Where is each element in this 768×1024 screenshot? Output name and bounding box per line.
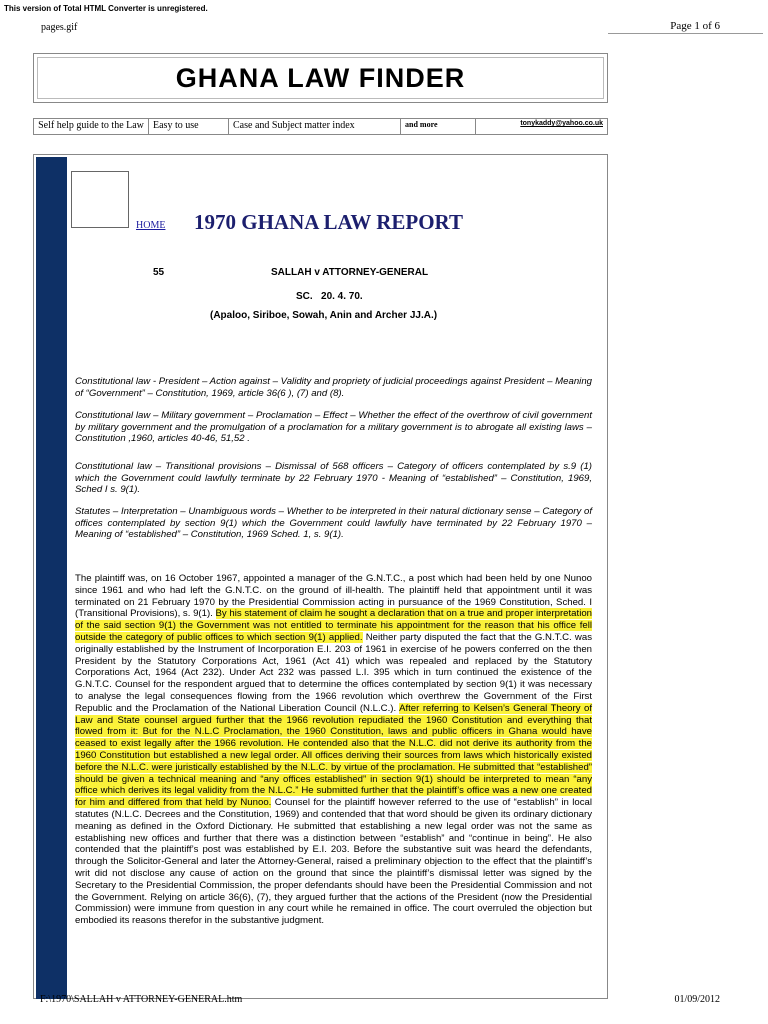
headnote-2: Constitutional law – Military government – Proclamation – Effect – Whether the effect of the overthrow of civil government by military government and the promulgation of a proclamation for a military government is to abrogate all existing laws – Constitution ,1960, articles 40-46, 51,52 . — [75, 410, 592, 445]
page-indicator: Page 1 of 6 — [670, 20, 720, 32]
image-placeholder — [71, 171, 129, 228]
footer-date: 01/09/2012 — [674, 994, 720, 1005]
nav-item-and-more[interactable]: and more — [401, 119, 476, 134]
header-divider — [608, 33, 763, 34]
converter-notice: This version of Total HTML Converter is unregistered. — [4, 4, 208, 13]
image-filename: pages.gif — [41, 22, 78, 33]
headnote-1: Constitutional law - President – Action against – Validity and propriety of judicial proceedings against President – Meaning of “Government” – Constitution, 1969, article 36(6 ), (7) and (8). — [75, 376, 592, 399]
sidebar-bar — [36, 157, 67, 999]
nav-bar — [33, 118, 608, 135]
summary-text: Neither party disputed the fact that the G.N.T.C. was originally established by the Instrument of Incorporation E.I. 203 of 1961 in exercise of he powers conferred on the then President by the Statutory Corporations Act, 1961 (Act 41) which was repealed and replaced by the Statutory Corporations Act, 1964 (Act 232). Under Act 232 was passed L.I. 395 which in turn continued the existence of the G.N.T.C. Counsel for the respondent argued that to determine the offices contemplated by section 9(1) it was necessary to analyse the legal consequences flowing from the 1966 revolution which overthrew the Government of the First Republic and the Proclamation of the National Liberation Council (N.L.C.). — [75, 631, 592, 714]
highlighted-text: By his statement of claim he sought a declaration that on a true and proper interpretation of the said section 9(1) the Government was not entitled to terminate his appointment for the reason that his office fell outside the category of public offices to which section 9(1) applied. — [75, 608, 592, 643]
report-title: 1970 GHANA LAW REPORT — [194, 210, 463, 234]
nav-item-easy-to-use[interactable]: Easy to use — [149, 119, 229, 134]
case-number: 55 — [153, 267, 165, 278]
headnote-3: Constitutional law – Transitional provisions – Dismissal of 568 officers – Category of officers contemplated by s.9 (1) which the Government could lawfully terminate by 22 February 1970 - Meaning of “established” – Constitution, 1969, Sched I s. 9(1). — [75, 461, 592, 496]
summary-text: Counsel for the plaintiff however referred to the use of “establish” in local statutes (N.L.C. Decrees and the Constitution, 1969) and contended that that word should be given its ordinary dictionary meaning as defined in the Oxford Dictionary. He submitted that establishing a new legal order was not the same as establishing new offices and further that there was a distinction between “establish” and “continue in being”. He also contended that the plaintiff’s post was established by E.I. 203. Before the substantive suit was heard the defendants, through the Solicitor-General and later the Attorney-General, raised a preliminary objection to the effect that the plaintiff’s writ did not disclose any cause of action on the ground that since the plaintiff’s dismissal letter was signed by the Secretary to the Presidential Commission, the proper defendants should have been the Presidential Commission and not the Government. Relying on article 36(6), (7), they argued further that the actions of the President (now the Presidential Commission) were immune from question in any court while he remained in office. The court overruled the objection but embodied its reasons therefor in the substantive judgment. — [75, 797, 592, 927]
case-court-date: SC. 20. 4. 70. — [296, 291, 363, 302]
home-link[interactable]: HOME — [136, 220, 166, 231]
site-banner — [33, 53, 608, 103]
nav-item-self-help[interactable]: Self help guide to the Law — [34, 119, 149, 134]
summary-text: The plaintiff was, on 16 October 1967, appointed a manager of the G.N.T.C., a post which had been held by one Nunoo since 1961 and who had left the G.N.T.C. on the ground of ill-health. The plaintiff held that appointment until it was terminated on 21 February 1970 by the Presidential Commission acting in pursuance of the 1969 Constitution, Sched. I (Transitional Provisions), s. 9(1). — [75, 573, 592, 620]
headnote-4: Statutes – Interpretation – Unambiguous words – Whether to be interpreted in their natural dictionary sense – Category of offices contemplated by section 9(1) which the Government could lawfully have terminated by 22 February 1970 – Meaning of “established” – Constitution, 1969 Sched. 1, s. 9(1). — [75, 506, 592, 541]
highlighted-text: After referring to Kelsen’s General Theory of Law and State counsel argued further that the 1966 revolution repudiated the 1960 Constitution and everything that flowed from it: But for the N.L.C Proclamation, the 1960 Constitution, laws and public officers in Ghana would have ceased to exist legally after the 1966 revolution. He contended also that the N.L.C. did not derive its authority from the 1960 Constitution but established a new legal order. All offices deriving their sources from laws which historically existed before the N.L.C. were juristically established by the N.L.C. by virtue of the proclamation. He submitted that “established” should be given a technical meaning and “any offices established” in section 9(1) should be interpreted to mean “any office which derives its legal validity from the N.L.C.” He submitted further that the plaintiff’s office was a new one created for him and differed from that held by Nunoo. — [75, 702, 592, 809]
footer-file-path: F:\1970\SALLAH v ATTORNEY-GENERAL.htm — [40, 994, 243, 1005]
case-judges: (Apaloo, Siriboe, Sowah, Anin and Archer JJ.A.) — [210, 310, 438, 321]
nav-email-link[interactable]: tonykaddy@yahoo.co.uk — [520, 120, 603, 127]
site-title: GHANA LAW FINDER — [175, 62, 466, 93]
case-name: SALLAH v ATTORNEY-GENERAL — [271, 267, 429, 278]
nav-item-case-index[interactable]: Case and Subject matter index — [229, 119, 401, 134]
judgment-summary — [75, 573, 592, 927]
